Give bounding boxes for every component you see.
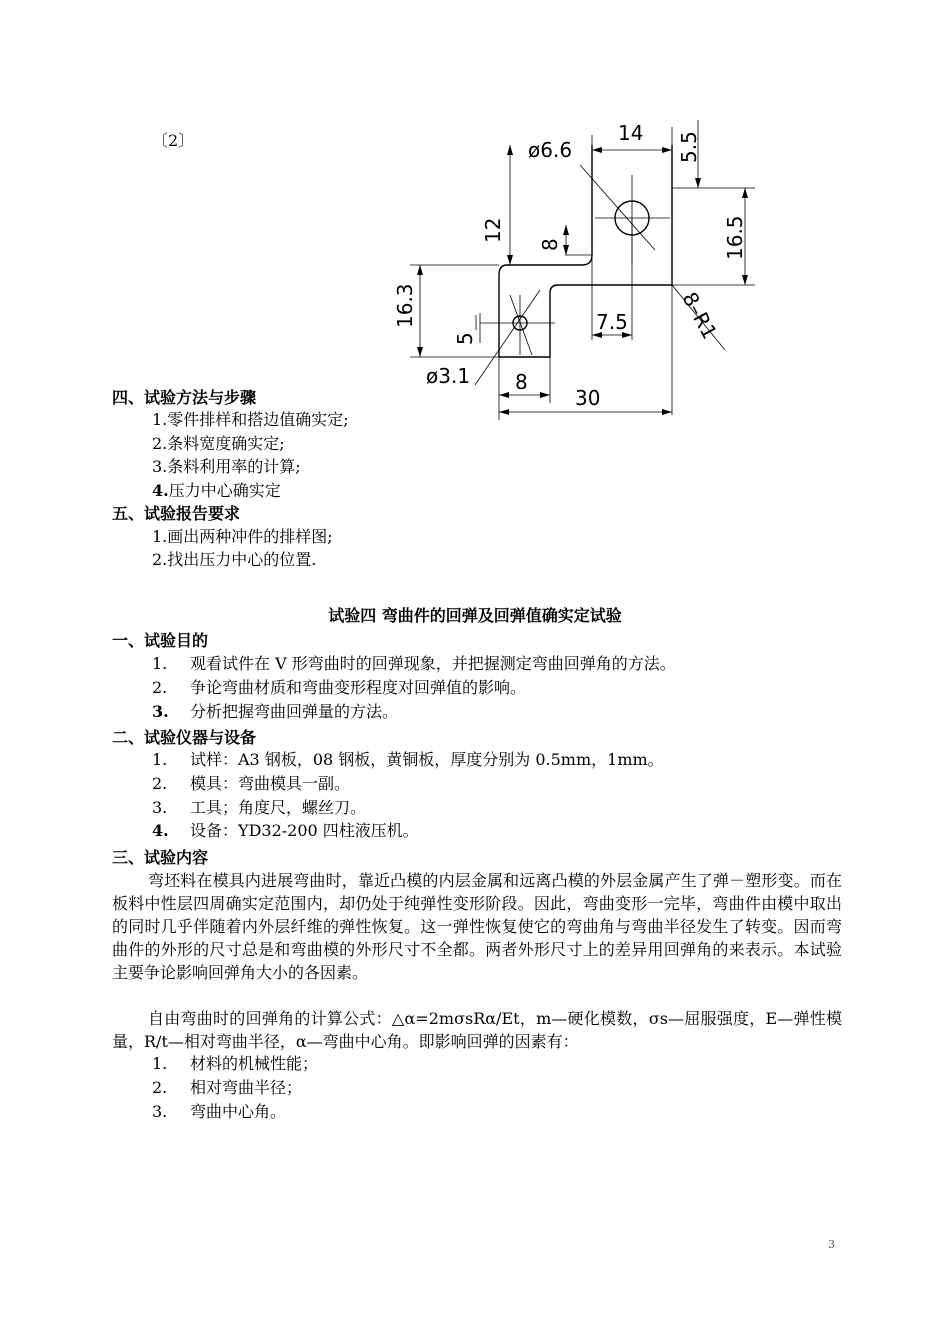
s3-title: 三、试验内容 — [112, 848, 209, 867]
s3-paragraph-2: 自由弯曲时的回弹角的计算公式：△α=2mσsRα/Et，m—硬化模数，σs—屈服强度，E—弹性模量，R/t—相对弯曲半径，α—弯曲中心角。即影响回弹的因素有： — [112, 1009, 842, 1051]
s2-item-3: 3. 工具；角度尺，螺丝刀。 — [152, 798, 367, 817]
sec5-item-1: 1.画出两种冲件的排样图; — [152, 527, 333, 546]
part-drawing — [380, 115, 780, 425]
sec4-item-3: 3.条料利用率的计算; — [152, 457, 301, 476]
sec4-title: 四、试验方法与步骤 — [112, 388, 257, 407]
dim-d75: 7.5 — [596, 310, 628, 334]
s3-item-1: 1. 材料的机械性能； — [152, 1054, 319, 1073]
dim-d66: ø6.6 — [528, 138, 573, 162]
s3-item-3: 3. 弯曲中心角。 — [152, 1102, 287, 1121]
s2-item-1: 1. 试样：A3 钢板，08 钢板，黄铜板，厚度分别为 0.5mm，1mm。 — [152, 750, 664, 769]
figure-label: 〔2〕 — [152, 131, 195, 150]
sec4-item-4: 4.压力中心确实定 — [152, 481, 281, 500]
exp4-title: 试验四 弯曲件的回弹及回弹值确实定试验 — [328, 606, 622, 625]
dim-d8a: 8 — [538, 238, 562, 251]
dim-r1: 8–R1 — [677, 288, 722, 343]
dim-d165: 16.5 — [723, 215, 747, 260]
dim-d163: 16.3 — [393, 283, 417, 328]
page-number: 3 — [828, 1238, 835, 1251]
dim-d55: 5.5 — [677, 131, 701, 163]
dim-d5: 5 — [453, 332, 477, 345]
s1-item-3: 3. 分析把握弯曲回弹量的方法。 — [152, 702, 399, 721]
s1-item-1: 1. 观看试件在 V 形弯曲时的回弹现象，并把握测定弯曲回弹角的方法。 — [152, 654, 676, 673]
dim-d30: 30 — [575, 386, 601, 410]
part-outline — [499, 145, 672, 357]
s2-item-4: 4. 设备：YD32-200 四柱液压机。 — [152, 821, 419, 840]
dim-d14: 14 — [618, 121, 644, 145]
s3-item-2: 2. 相对弯曲半径； — [152, 1078, 303, 1097]
dim-d31: ø3.1 — [426, 364, 471, 388]
s1-item-2: 2. 争论弯曲材质和弯曲变形程度对回弹值的影响。 — [152, 678, 527, 697]
s2-item-2: 2. 模具：弯曲模具一副。 — [152, 774, 351, 793]
sec5-title: 五、试验报告要求 — [112, 504, 241, 523]
sec5-item-2: 2.找出压力中心的位置. — [152, 550, 317, 569]
dim-d12: 12 — [481, 217, 505, 243]
sec4-item-1: 1.零件排样和搭边值确实定; — [152, 410, 349, 429]
s1-title: 一、试验目的 — [112, 631, 209, 650]
s3-paragraph-1: 弯坯料在模具内进展弯曲时，靠近凸模的内层金属和远离凸模的外层金属产生了弹－塑形变。而在板料中性层四周确实定范围内，却仍处于纯弹性变形阶段。因此，弯曲变形一完毕，弯曲件由模中取出的同时几乎伴随着内外层纤维的弹性恢复。这一弹性恢复使它的弯曲角与弯曲半径发生了转变。因而弯曲件的外形的尺寸总是和弯曲模的外形尺寸不全都。两者外形尺寸上的差异用回弹角的来表示。本试验主要争论影响回弹角大小的各因素。 — [112, 871, 842, 982]
sec4-item-2: 2.条料宽度确实定; — [152, 434, 285, 453]
s2-title: 二、试验仪器与设备 — [112, 728, 257, 747]
dim-d8b: 8 — [515, 370, 528, 394]
